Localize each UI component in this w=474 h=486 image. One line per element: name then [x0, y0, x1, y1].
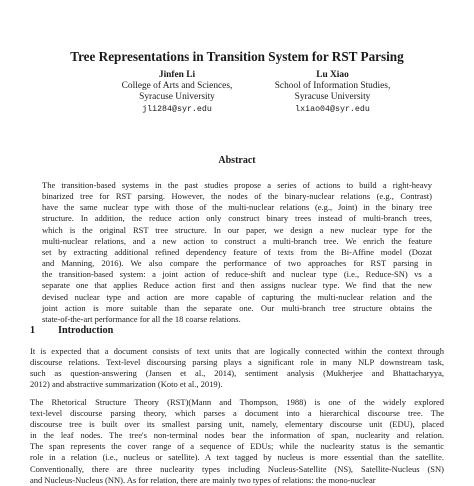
text-line: the transition-based system: a joint action of reduce-shift and nuclear type (i.e., Reduce-SN) vs a [42, 269, 432, 280]
author-email: lxiao04@syr.edu [295, 104, 370, 114]
text-line: have the same nuclear type with those of the multi-nuclear relations (e.g., Joint) in the binary tree [42, 202, 432, 213]
text-line: joint action is more suitable than the separate one. Our multi-branch tree structure obtains the [42, 302, 432, 313]
text-line: binarized tree for RST parsing. However, the nodes of the binary-nuclear relations (e.g., Contrast) [42, 191, 432, 202]
text-line: text-level discourse parsing theory, which parses a document into a hierarchical discourse tree. The [30, 407, 444, 418]
text-line: in the leaf nodes. The tree's non-terminal nodes bear the information of span, nuclearity and relation. [30, 430, 444, 441]
text-line: set by extracting additional refined dependency feature of texts from the Bi-Affine model (Dozat [42, 246, 432, 257]
author-affiliation: Syracuse University [294, 92, 371, 103]
text-line: discourse relations. Text-level discoursing parsing plays a significant role in many NLP downstream task, [30, 357, 444, 368]
author-affiliation: School of Information Studies, [274, 81, 391, 92]
text-line: The span represents the cover range of a sequence of EDUs; while the nuclearity status is the semantic [30, 441, 444, 452]
author-affiliation: College of Arts and Sciences, [121, 81, 233, 92]
text-line: The transition-based systems in the past studies propose a series of actions to build a right-heavy [42, 180, 432, 190]
text-line: The Rhetorical Structure Theory (RST)(Mann and Thompson, 1988) is one of the widely explored [30, 396, 444, 407]
text-line: such as question-answering (Jansen et al., 2014), sentiment analysis (Mukherjee and Bhattacharyya, [30, 368, 444, 379]
text-line: and Nucleus-Nucleus (NN). As for relation, there are mainly two types of relations: the mono-nuclear [30, 474, 376, 485]
abstract-heading: Abstract [218, 155, 256, 166]
text-line: role in a relation (i.e., nucleus or satellite). A text tagged by nucleus is more essential than the satellite. [30, 452, 444, 463]
text-line: separate one that applies Reduce action first and then assigns nuclear type. We find that the new [42, 280, 432, 291]
text-line: structure. In addition, the reduce action only construct binary trees instead of multi-branch trees, [42, 213, 432, 224]
author-email: jli284@syr.edu [142, 104, 212, 114]
author-block-1 [97, 70, 257, 115]
author-name: Lu Xiao [316, 70, 349, 80]
section-title: Introduction [58, 325, 114, 336]
paper-title: Tree Representations in Transition System for RST Parsing [70, 49, 404, 64]
abstract-text [42, 180, 432, 325]
text-line: It is expected that a document consists of text units that are logically connected within the context through [30, 346, 444, 356]
text-line: which is the original RST tree structure. In our paper, we design a new nuclear type for the [42, 224, 432, 235]
introduction-text [30, 346, 444, 486]
author-affiliation: Syracuse University [139, 92, 215, 103]
text-line: discourse tree is built over its smallest parsing unit, namely, elementary discourse unit (EDU), placed [30, 418, 444, 429]
text-line: state-of-the-art performance for all the 18 coarse relations. [42, 313, 241, 324]
section-number: 1 [30, 325, 36, 336]
text-line: 2012) and abstractive summarization (Koto et al., 2019). [30, 379, 223, 390]
text-line: Conventionally, there are three nuclearity types including Nucleus-Satellite (NS), Satellite-Nucleus (SN) [30, 463, 444, 474]
author-block-2 [245, 70, 420, 115]
author-name: Jinfen Li [158, 70, 196, 80]
text-line: multi-nuclear relations, and a new action to construct a multi-branch tree. We enrich the feature [42, 235, 432, 246]
text-line: devised nuclear type and action are more capable of capturing the multi-nuclear relation and the [42, 291, 432, 302]
text-line: and Manning, 2016). We also compare the performance of two approaches for RST parsing in [42, 258, 432, 269]
section-heading [30, 325, 113, 336]
